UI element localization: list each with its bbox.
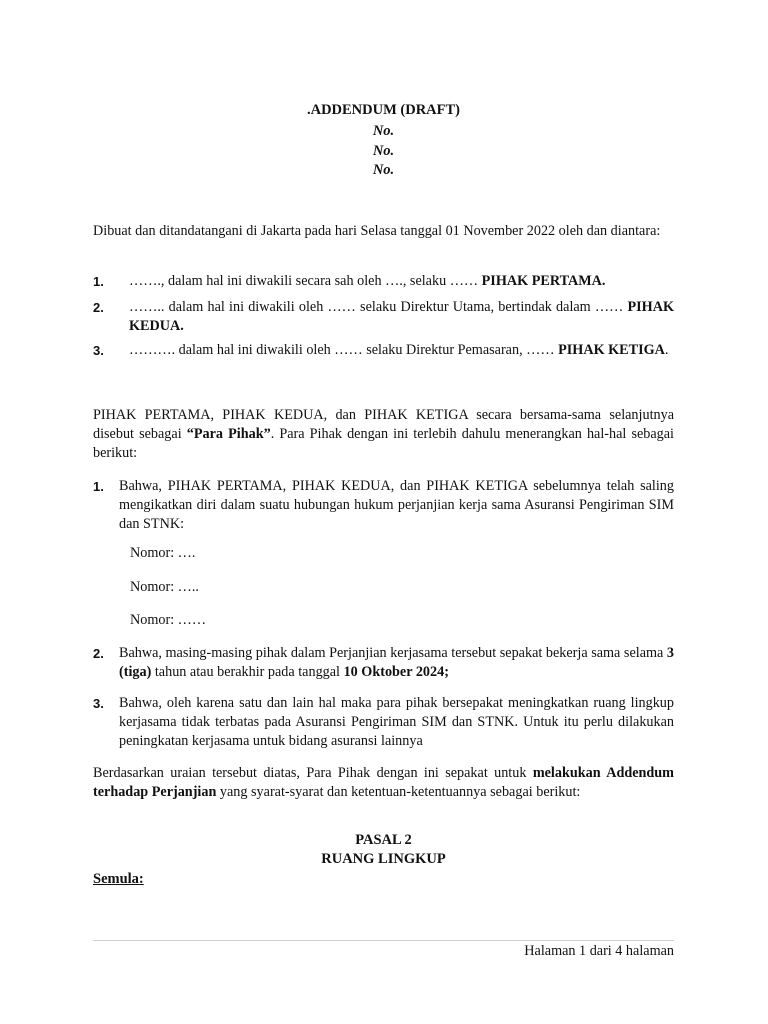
document-title: .ADDENDUM (DRAFT): [306, 102, 461, 118]
document-number-3: No.: [372, 162, 395, 178]
recital-text: Bahwa, PIHAK PERTAMA, PIHAK KEDUA, dan PIHAK KETIGA sebelumnya telah saling mengikatkan diri dalam suatu hubungan hukum perjanjian kerja sama Asuransi Pengiriman SIM dan STNK:: [119, 478, 674, 532]
article-number: PASAL 2: [355, 832, 412, 848]
document-number-2: No.: [372, 143, 395, 159]
agreement-paragraph: [93, 764, 674, 802]
party-desc: …….. dalam hal ini diwakili oleh …… selaku Direktur Utama, bertindak dalam ……: [129, 299, 628, 315]
party-number: 2.: [93, 300, 104, 315]
party-role: PIHAK KEDUA.: [129, 299, 674, 334]
party-text: [129, 298, 674, 336]
article-title: RUANG LINGKUP: [321, 851, 446, 867]
party-tail: .: [664, 342, 669, 358]
intro-paragraph: Dibuat dan ditandatangani di Jakarta pada hari Selasa tanggal 01 November 2022 oleh dan diantara:: [93, 223, 661, 239]
document-number-1: No.: [372, 123, 395, 139]
party-text: [129, 341, 674, 360]
recital-text: [119, 644, 674, 682]
para-pihak-post: . Para Pihak dengan ini terlebih dahulu menerangkan hal-hal sebagai berikut:: [93, 426, 674, 461]
party-role: PIHAK KETIGA: [558, 342, 665, 358]
party-role: PIHAK PERTAMA.: [481, 273, 606, 289]
recital-number: 3.: [93, 696, 104, 711]
recital-end-date: 10 Oktober 2024;: [343, 664, 449, 680]
page-footer: Halaman 1 dari 4 halaman: [524, 943, 674, 959]
party-desc: ………. dalam hal ini diwakili oleh …… selaku Direktur Pemasaran, ……: [129, 342, 559, 358]
party-number: 1.: [93, 274, 104, 289]
agreement-post: yang syarat-syarat dan ketentuan-ketentuannya sebagai berikut:: [216, 784, 581, 800]
nomor-line-2: Nomor: …..: [130, 579, 199, 595]
agreement-pre: Berdasarkan uraian tersebut diatas, Para Pihak dengan ini sepakat untuk: [93, 765, 533, 781]
recital-number: 1.: [93, 479, 104, 494]
nomor-line-3: Nomor: ……: [130, 612, 207, 628]
semula-label: Semula:: [93, 871, 144, 887]
para-pihak-term: “Para Pihak”: [186, 426, 271, 442]
recital-duration: 3 (tiga): [119, 645, 674, 680]
recital-number: 2.: [93, 646, 104, 661]
party-desc: ……., dalam hal ini diwakili secara sah oleh …., selaku ……: [129, 273, 482, 289]
agreement-term: melakukan Addendum terhadap Perjanjian: [93, 765, 675, 800]
para-pihak-pre: PIHAK PERTAMA, PIHAK KEDUA, dan PIHAK KETIGA secara bersama-sama selanjutnya disebut sebagai: [93, 407, 674, 442]
footer-divider: [93, 940, 674, 941]
party-text: [129, 272, 674, 291]
nomor-line-1: Nomor: ….: [130, 545, 196, 561]
para-pihak-paragraph: [93, 406, 674, 463]
recital-text-pre: Bahwa, masing-masing pihak dalam Perjanjian kerjasama tersebut sepakat bekerja sama selama: [119, 645, 667, 661]
party-number: 3.: [93, 343, 104, 358]
recital-text-mid: tahun atau berakhir pada tanggal: [151, 664, 344, 680]
recital-text: Bahwa, oleh karena satu dan lain hal maka para pihak bersepakat meningkatkan ruang lingkup kerjasama tidak terbatas pada Asuransi Pengiriman SIM dan STNK. Untuk itu perlu dilakukan peningkatan kerjasama untuk bidang asuransi lainnya: [119, 695, 674, 749]
